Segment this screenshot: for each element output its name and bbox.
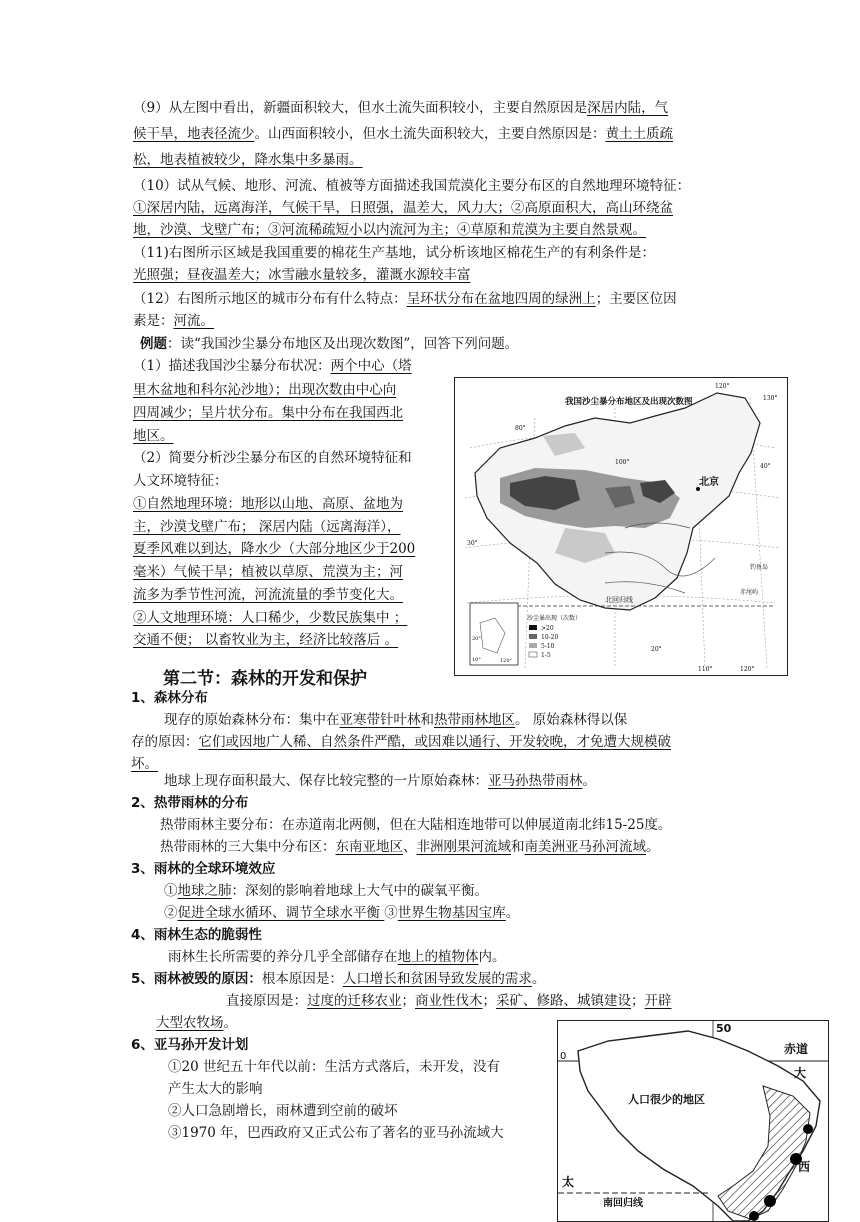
text-line [164, 771, 596, 791]
underlined-answer: 黄土土质疏 [605, 126, 673, 142]
text-span: 直接原因是： [226, 993, 307, 1009]
heading-text: 1、森林分布 [131, 690, 208, 706]
text-span: 。 [223, 1015, 237, 1031]
sandstorm-map [454, 377, 788, 676]
text-span: ； [482, 993, 496, 1009]
text-line [164, 710, 627, 730]
amazon-map-graphic [558, 1021, 828, 1221]
text-line [133, 356, 412, 376]
text-span: 热带雨林的三大集中分布区： [160, 839, 336, 855]
text-line [133, 124, 673, 144]
underlined-answer: 过度的迁移农业 [307, 993, 402, 1009]
text-line [133, 220, 646, 240]
text-span: 、 [403, 839, 417, 855]
text-span: 根本原因是： [261, 971, 343, 987]
map1-beijing: 北京 [699, 477, 719, 488]
underlined-answer: 非洲刚果河流域 [416, 839, 511, 855]
map1-deg-20: 20° [651, 646, 662, 653]
underlined-answer: 里木盆地和科尔沁沙地）；出现次数由中心向 [133, 382, 397, 398]
text-line [133, 98, 668, 118]
map2-deg50: 50 [716, 1022, 732, 1035]
map1-deg-110: 110° [698, 666, 713, 673]
underlined-answer: 地球之肺 [177, 883, 232, 899]
text-span: 人文环境特征： [133, 473, 228, 489]
underlined-answer: 亚马孙热带雨林 [488, 773, 583, 789]
text-line [133, 403, 403, 423]
underlined-answer: 地上的植物体 [397, 949, 479, 965]
text-line [168, 1079, 263, 1099]
underlined-answer: 候干旱，地表径流少 [133, 126, 255, 142]
heading-text: 2、热带雨林的分布 [131, 795, 249, 811]
text-span: ； [631, 993, 645, 1009]
text-line [168, 947, 506, 967]
map1-inset-deg-2: 10° [472, 657, 481, 663]
text-span: 。 [582, 773, 596, 789]
underlined-answer: 深居内陆，气 [587, 100, 669, 116]
map1-chiwei: 赤尾屿 [740, 589, 759, 596]
text-line [131, 793, 248, 813]
amazon-map [557, 1020, 829, 1222]
underlined-answer: 光照强；昼夜温差大；冰雪融水量较多，灌溉水源较丰富 [133, 267, 471, 283]
text-line [226, 991, 672, 1011]
text-line [133, 448, 412, 468]
text-line [133, 630, 398, 650]
map1-inset-deg-1: 20° [472, 636, 481, 642]
underlined-answer: 主，沙漠戈壁广布； 深居内陆（远离海洋）， [133, 519, 401, 535]
underlined-answer: 交通不便； 以畜牧业为主，经济比较落后 。 [133, 632, 399, 648]
sandstorm-map-graphic [455, 378, 787, 675]
underlined-answer: 地区。 [133, 428, 174, 444]
underlined-answer: 两个中心（塔 [330, 358, 412, 374]
map2-tai: 太 [562, 1175, 575, 1189]
text-span: ③1970 年，巴西政府又正式公布了著名的亚马孙流域大 [168, 1125, 504, 1141]
text-line [168, 1123, 504, 1143]
text-span: （10）试从气候、地形、河流、植被等方面描述我国荒漠化主要分布区的自然地理环境特征： [133, 178, 691, 194]
text-line [133, 198, 673, 218]
underlined-answer: 人口增长和贫困导致发展的需求 [342, 971, 532, 987]
underlined-answer: 亚寒带针叶林 [339, 712, 421, 728]
text-span: ：读“我国沙尘暴分布地区及出现次数图”，回答下列问题。 [167, 336, 519, 352]
map2-zero: 0 [560, 1051, 567, 1062]
heading-text: 例题 [140, 336, 167, 352]
text-line [133, 517, 401, 537]
underlined-answer: 促进全球水循环、调节全球水平衡 [177, 905, 385, 921]
section-title: 第二节：森林的开发和保护 [163, 669, 367, 689]
map1-deg-80: 80° [515, 425, 526, 432]
text-span: 现存的原始森林分布：集中在 [164, 712, 340, 728]
text-line [133, 471, 228, 491]
map1-legend-3: 5-10 [541, 643, 555, 650]
text-span: 地球上现存面积最大、保存比较完整的一片原始森林： [164, 773, 488, 789]
text-span: 内。 [478, 949, 506, 965]
underlined-answer: 商业性伐木 [415, 993, 483, 1009]
text-line [168, 1057, 500, 1077]
map1-legend-2: 10-20 [541, 634, 559, 641]
text-span: 和 [420, 712, 434, 728]
text-line [133, 608, 407, 628]
underlined-answer: 呈环状分布在盆地四周的绿洲上 [406, 291, 596, 307]
text-span: （9）从左图中看出，新疆面积较大，但水土流失面积较小，主要自然原因是 [133, 100, 588, 116]
underlined-answer: 南美洲亚马孙河流域 [524, 839, 646, 855]
underlined-answer: 东南亚地区 [335, 839, 403, 855]
map1-deg-120b: 120° [740, 666, 755, 673]
heading-text: 6、亚马孙开发计划 [131, 1037, 249, 1053]
map1-legend-title: 沙尘暴出现（次数） [527, 615, 582, 622]
text-line [131, 969, 545, 989]
underlined-answer: 河流。 [173, 313, 214, 329]
map1-islands: 钓鱼岛 [750, 564, 769, 571]
text-span: ①20 世纪五十年代以前：生活方式落后，未开发，没有 [168, 1059, 500, 1075]
map2-da: 大 [794, 1066, 807, 1080]
text-line [133, 176, 690, 196]
text-line [131, 688, 208, 708]
text-span: ； [401, 993, 415, 1009]
heading-text: 3、雨林的全球环境效应 [131, 861, 276, 877]
heading-text: 5、雨林被毁的原因： [131, 971, 262, 987]
text-line [131, 1035, 248, 1055]
text-line [164, 903, 519, 923]
map1-deg-130: 130° [763, 395, 778, 402]
text-span: ；主要区位因 [595, 291, 677, 307]
text-span: 素是： [133, 313, 174, 329]
text-line [133, 243, 655, 263]
map2-tropic: 南回归线 [603, 1198, 643, 1209]
map2-xi: 西 [798, 1160, 811, 1174]
text-span: 雨林生长所需要的养分几乎全部储存在 [168, 949, 398, 965]
underlined-answer: 热带雨林地区 [434, 712, 515, 728]
text-line [168, 1101, 398, 1121]
map1-tropic: 北回归线 [605, 596, 633, 604]
text-line [160, 837, 660, 857]
underlined-answer: ①自然地理环境：地形以山地、高原、盆地为 [133, 496, 403, 512]
map1-deg-40: 40° [760, 463, 771, 470]
text-line [131, 859, 275, 879]
underlined-answer: 它们或因地广人稀、自然条件严酷，或因难以通行、开发较晚，才免遭大规模破 [198, 734, 671, 750]
underlined-answer: 大型农牧场 [156, 1015, 224, 1031]
map1-inset-deg-3: 120° [500, 658, 513, 664]
underlined-answer: 世界生物基因宝库 [397, 905, 506, 921]
text-line [133, 539, 415, 559]
text-span: ③ [384, 905, 398, 921]
text-span: 和 [511, 839, 525, 855]
text-line [131, 754, 158, 774]
map1-title: 我国沙尘暴分布地区及出现次数图 [565, 397, 693, 407]
text-span: 存的原因： [131, 734, 199, 750]
text-span: 。 原始森林得以保 [515, 712, 628, 728]
text-span: 。 [646, 839, 660, 855]
text-line [160, 815, 671, 835]
map1-deg-30: 30° [467, 540, 478, 547]
text-span: （1）描述我国沙尘暴分布状况： [133, 358, 331, 374]
underlined-answer: 毫米）气候干旱；植被以草原、荒漠为主；河 [133, 564, 403, 580]
text-span: ① [164, 883, 178, 899]
text-line [133, 150, 363, 170]
map1-deg-100: 100° [615, 459, 630, 466]
text-span: ② [164, 905, 178, 921]
underlined-answer: 地，沙漠、戈壁广布；③河流稀疏短小以内流河为主；④草原和荒漠为主要自然景观。 [133, 222, 646, 238]
text-line [131, 732, 671, 752]
text-line [133, 265, 471, 285]
text-line [133, 562, 403, 582]
map2-equator: 赤道 [784, 1042, 809, 1056]
map1-deg-120: 120° [715, 383, 730, 390]
underlined-answer: 四周减少；呈片状分布。集中分布在我国西北 [133, 405, 403, 421]
text-line [164, 881, 488, 901]
text-span: 产生太大的影响 [168, 1081, 263, 1097]
underlined-answer: ②人文地理环境：人口稀少，少数民族集中 ； [133, 610, 408, 626]
heading-text: 4、雨林生态的脆弱性 [131, 927, 262, 943]
underlined-answer: 坏。 [131, 756, 158, 772]
text-line [156, 1013, 237, 1033]
text-span: （2）简要分析沙尘暴分布区的自然环境特征和 [133, 450, 412, 466]
text-span: ：深刻的影响着地球上大气中的碳氧平衡。 [231, 883, 488, 899]
underlined-answer: 松，地表植被较少，降水集中多暴雨。 [133, 152, 363, 168]
text-span: ②人口急剧增长，雨林遭到空前的破坏 [168, 1103, 398, 1119]
underlined-answer: 开辟 [644, 993, 672, 1009]
text-span: 。山西面积较小，但水土流失面积较大，主要自然原因是： [254, 126, 606, 142]
text-line [133, 585, 403, 605]
underlined-answer: 夏季风难以到达，降水少（大部分地区少于200 [133, 541, 416, 557]
text-span: （11)右图所示区域是我国重要的棉花生产基地，试分析该地区棉花生产的有利条件是： [133, 245, 655, 261]
text-line [133, 380, 396, 400]
text-line [133, 426, 174, 446]
underlined-answer: 流多为季节性河流，河流流量的季节变化大。 [133, 587, 403, 603]
text-span: 。 [505, 905, 520, 921]
text-line [133, 289, 677, 309]
underlined-answer: 采矿、修路、城镇建设 [496, 993, 631, 1009]
map2-pop: 人口很少的地区 [628, 1093, 705, 1106]
text-span: 热带雨林主要分布：在赤道南北两侧，但在大陆相连地带可以伸展道南北纬15-25度。 [160, 817, 672, 833]
text-line [133, 494, 403, 514]
map1-legend-1: >20 [541, 625, 554, 632]
map1-legend-4: 1-5 [541, 652, 551, 659]
text-line [131, 925, 262, 945]
text-span: （12）右图所示地区的城市分布有什么特点： [133, 291, 407, 307]
text-line [133, 311, 214, 331]
text-span: 。 [531, 971, 546, 987]
text-line [140, 334, 518, 354]
underlined-answer: ①深居内陆，远离海洋，气候干旱，日照强，温差大，风力大；②高原面积大，高山环绕盆 [133, 200, 673, 216]
